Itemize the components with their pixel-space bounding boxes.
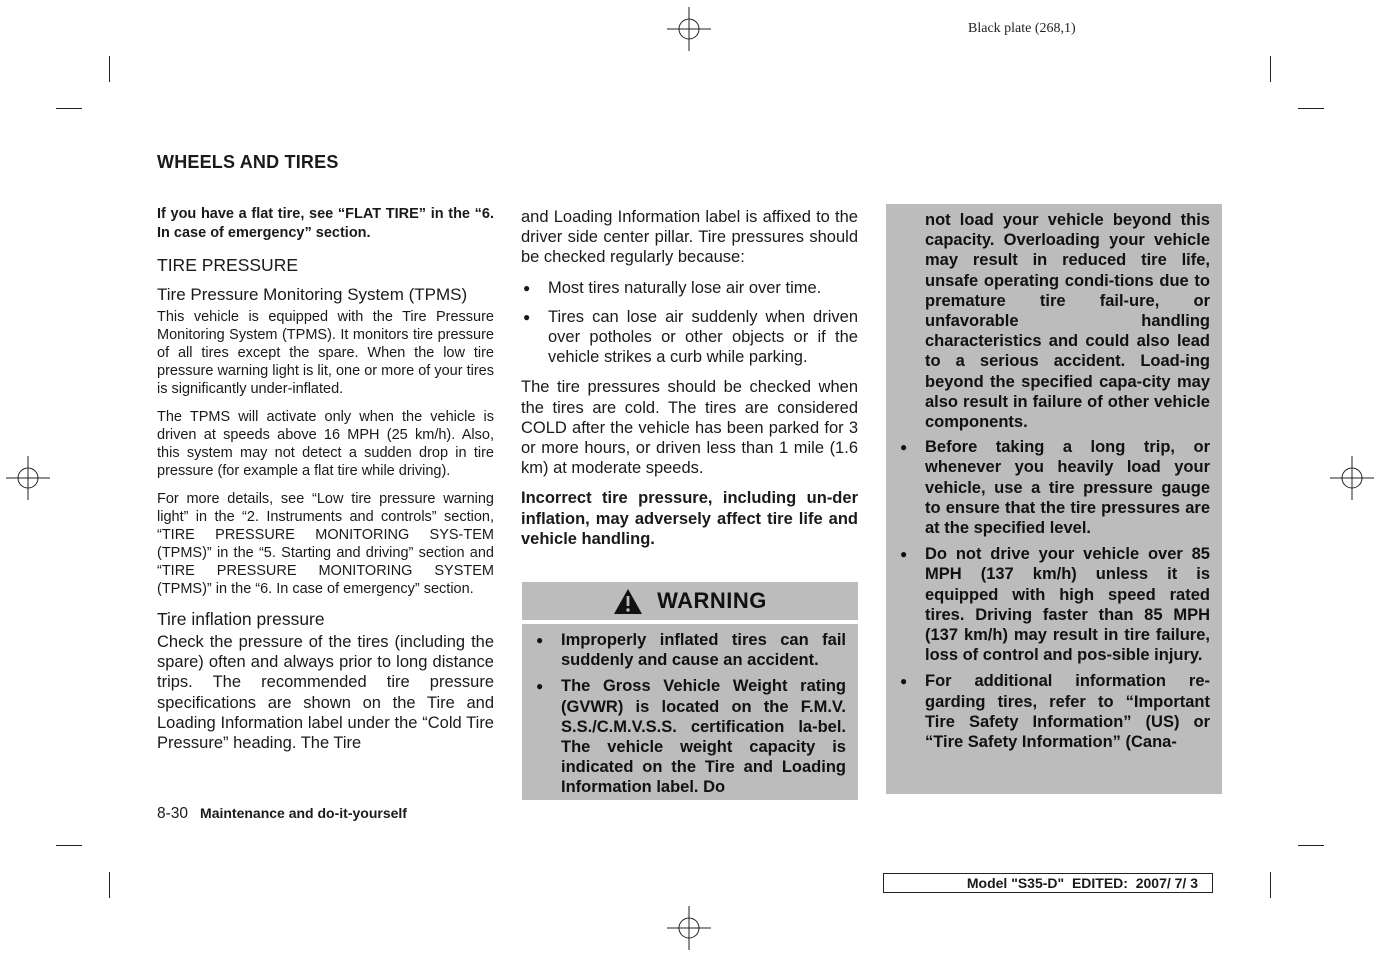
bullet-icon: ● <box>900 674 908 689</box>
footer-section-name: Maintenance and do-it-yourself <box>200 805 407 821</box>
bullet-icon: ● <box>536 633 544 647</box>
bullet-icon: ● <box>536 679 544 694</box>
list-item: ● For additional information re-garding tires, refer to “Important Tire Safety Information” (US) or “Tire Safety Information” (Cana- <box>900 672 1210 752</box>
bullet-icon: ● <box>523 309 531 324</box>
crop-mark <box>56 108 82 109</box>
incorrect-pressure-note: Incorrect tire pressure, including un-der inflation, may adversely affect tire life and vehicle handling. <box>521 489 858 548</box>
intro-note: If you have a flat tire, see “FLAT TIRE” in the “6. In case of emergency” section. <box>157 206 494 241</box>
page-footer <box>157 805 407 823</box>
bullet-icon: ● <box>900 440 908 455</box>
section-title: TIRE PRESSURE <box>157 255 298 275</box>
page-heading: WHEELS AND TIRES <box>157 152 339 172</box>
cold-tires-paragraph: The tire pressures should be checked when the tires are cold. The tires are considered COLD after the vehicle has been parked for 3 or more hours, or driven less than 1 mile (1.6 km) at moderate speeds. <box>521 378 858 478</box>
warning-list <box>522 624 858 798</box>
list-item: ● Improperly inflated tires can fail suddenly and cause an accident. <box>536 631 846 670</box>
bullet-icon: ● <box>523 280 531 295</box>
registration-mark-icon <box>1330 456 1374 500</box>
reasons-list <box>521 278 858 368</box>
model-text: Model "S35-D" EDITED: 2007/ 7/ 3 <box>966 875 1198 891</box>
warning-triangle-icon <box>613 588 643 615</box>
tpms-paragraph-1: This vehicle is equipped with the Tire Pressure Monitoring System (TPMS). It monitors tire pressure of all tires except the spare. When the low tire pressure warning light is lit, one or more of your tires is significantly under-inflated. <box>157 309 494 397</box>
label-paragraph: and Loading Information label is affixed to the driver side center pillar. Tire pressures should be checked regularly because: <box>521 208 858 267</box>
crop-mark <box>1270 872 1271 898</box>
crop-mark <box>1298 108 1324 109</box>
continuation-paragraph: not load your vehicle beyond this capacity. Overloading your vehicle may result in reduced tire life, unsafe operating condi-tions due to premature tire fail-ure, or unfavorable handling characteristics and could also lead to a serious accident. Load-ing beyond the specified capa-city may also result in failure of other vehicle components. <box>925 211 1210 432</box>
registration-mark-icon <box>6 456 50 500</box>
list-item: ● Before taking a long trip, or whenever you heavily load your vehicle, use a tire pressure gauge to ensure that the tire pressures are at the specified level. <box>900 438 1210 538</box>
warning-continuation <box>886 204 1222 794</box>
warning-title: WARNING <box>657 588 767 613</box>
crop-mark <box>1298 845 1324 846</box>
crop-mark <box>56 845 82 846</box>
inflation-paragraph: Check the pressure of the tires (including the spare) often and always prior to long distance trips. The recommended tire pressure specifications are shown on the Tire and Loading Information label under the “Cold Tire Pressure” heading. The Tire <box>157 633 494 753</box>
bullet-icon: ● <box>900 547 908 562</box>
list-item: ● The Gross Vehicle Weight rating (GVWR) is located on the F.M.V. S.S./C.M.V.S.S. certification la-bel. The vehicle weight capacity is indicated on the Tire and Loading Information label. Do <box>536 677 846 797</box>
registration-mark-icon <box>667 7 711 51</box>
column-1 <box>157 205 494 763</box>
list-item: ● Tires can lose air suddenly when driven over potholes or other objects or if the vehicle strikes a curb while parking. <box>523 307 858 367</box>
plate-label: Black plate (268,1) <box>968 21 1076 36</box>
column-2 <box>521 207 858 549</box>
crop-mark <box>1270 56 1271 82</box>
tpms-paragraph-2: The TPMS will activate only when the vehicle is driven at speeds above 16 MPH (25 km/h). Also, this system may not detect a sudden drop in tire pressure (for example a flat tire while driving). <box>157 409 494 479</box>
tpms-paragraph-3: For more details, see “Low tire pressure warning light” in the “2. Instruments and controls” section, “TIRE PRESSURE MONITORING SYS-TEM (TPMS)” in the “5. Starting and driving” section and “TIRE PRESSURE MONITORING SYSTEM (TPMS)” in the “6. In case of emergency” section. <box>157 491 494 597</box>
crop-mark <box>109 56 110 82</box>
model-edit-box <box>883 873 1213 893</box>
page-number: 8-30 <box>157 805 189 822</box>
list-item: ● Do not drive your vehicle over 85 MPH (137 km/h) unless it is equipped with high speed rated tires. Driving faster than 85 MPH (137 km/h) may result in tire failure, loss of control and pos-sible injury. <box>900 545 1210 665</box>
warning-header <box>522 582 858 620</box>
registration-mark-icon <box>667 906 711 950</box>
list-item: ● Most tires naturally lose air over time. <box>523 278 822 297</box>
inflation-title: Tire inflation pressure <box>157 609 325 629</box>
crop-mark <box>109 872 110 898</box>
subsection-title: Tire Pressure Monitoring System (TPMS) <box>157 285 468 304</box>
warning-body <box>522 624 858 800</box>
warning-list-continued <box>886 437 1222 752</box>
